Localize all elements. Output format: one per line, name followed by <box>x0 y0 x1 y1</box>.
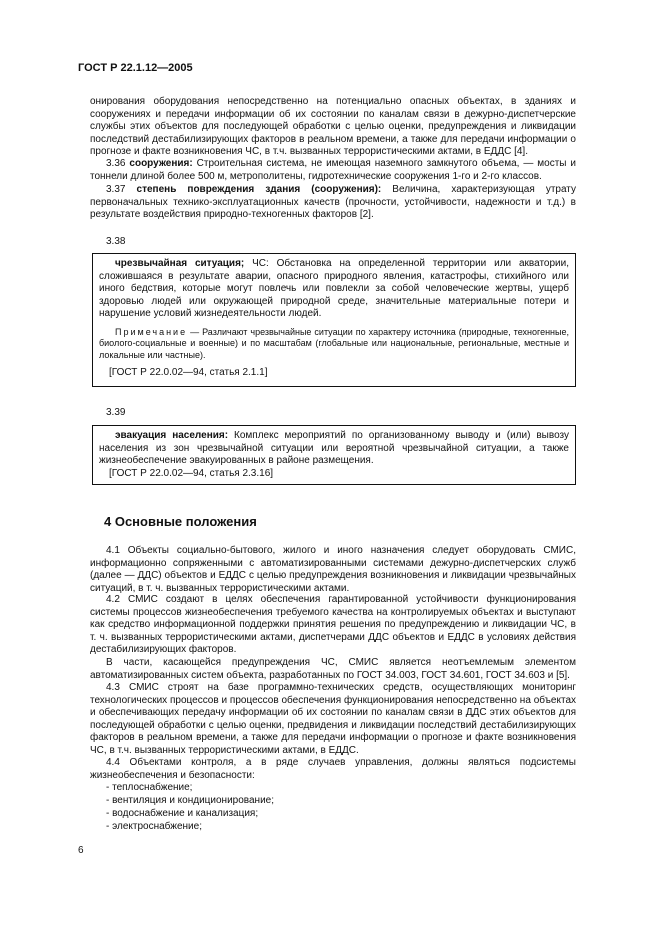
def-number: 3.36 <box>106 158 126 169</box>
paragraph-4-4: 4.4 Объектами контроля, а в ряде случаев управления, должны являться подсистемы жизнеобеспечения и безопасности: <box>90 757 576 781</box>
def-number: 3.37 <box>106 184 126 195</box>
def-text: Строительная система, не имеющая наземного замкнутого объема, — мосты и тоннели длиной более 500 м, метрополитены, гидротехнические сооружения 1-го и 2-го классов. <box>90 158 577 182</box>
note <box>99 327 569 362</box>
def-term: сооружения: <box>129 158 193 169</box>
definition-3-37 <box>90 184 576 222</box>
list-item: - вентиляция и кондиционирование; <box>106 795 274 806</box>
paragraph-4-2-b: В части, касающейся предупреждения ЧС, СМИС является неотъемлемым элементом автоматизированных систем объекта, разработанных по ГОСТ 34.003, ГОСТ 34.601, ГОСТ 34.603 и [5]. <box>90 657 576 681</box>
def-number-3-38: 3.38 <box>106 236 126 247</box>
note-label: Примечание <box>115 326 188 337</box>
paragraph-4-2: 4.2 СМИС создают в целях обеспечения гарантированной устойчивости функционирования системы процессов жизнеобеспечения требуемого качества на контролируемых объектах и выступают как средство информационной поддержки принятия решения по предупреждению и ликвидации ЧС, в т. ч. вызванных террористическими актами, диспетчерами ДДС объектов и ЕДДС в условиях действия дестабилизирующих факторов. <box>90 594 576 655</box>
section-title: 4 Основные положения <box>104 514 257 529</box>
definition-box-3-38 <box>92 253 576 387</box>
continued-paragraph: онирования оборудования непосредственно на потенциально опасных объектах, в зданиях и сооружениях и передачи информации об их состоянии по каналам связи в дежурно-диспетчерские службы этих объектов для последующей обработки с целью оценки, предупреждения и ликвидации последствий дестабилизирующих факторов в реальном времени, а также для передачи информации о прогнозе и факте возникновения ЧС, в т.ч. вызванных террористическими актами, в ЕДДС [4]. <box>90 96 576 157</box>
def-number-3-39: 3.39 <box>106 407 126 418</box>
def-text: ЧС: Обстановка на определенной территории или акватории, сложившаяся в результате аварии, опасного природного явления, катастрофы, стихийного или иного бедствия, которые могут повлечь или повлекли за собой человеческие жертвы, ущерб здоровью людей или окружающей природной среде, значительные материальные потери и нарушение условий жизнедеятельности людей. <box>99 258 570 319</box>
paragraph-4-3: 4.3 СМИС строят на базе программно-технических средств, осуществляющих мониторинг технологических процессов и процессов обеспечения функционирования непосредственно на объектах и обеспечивающих передачу информации об их состоянии по каналам связи в ДДС этих объектов для последующей обработки с целью оценки, предвидения и ликвидации последствий дестабилизирующих факторов в реальном времени, а также для передачи информации о прогнозе и факте возникновения ЧС, в т.ч. вызванных террористическими актами, в ЕДДС. <box>90 682 576 756</box>
definition-box-3-39 <box>92 425 576 485</box>
def-text: Комплекс мероприятий по организованному выводу и (или) вывозу населения из зон чрезвычайной ситуации или вероятной чрезвычайной ситуации, а также жизнеобеспечение эвакуированных в районе размещения. <box>99 430 569 466</box>
def-source: [ГОСТ Р 22.0.02—94, статья 2.3.16] <box>109 467 274 479</box>
document-header: ГОСТ Р 22.1.12—2005 <box>78 62 193 74</box>
def-text: Величина, характеризующая утрату первоначальных технико-эксплуатационных качеств (прочности, устойчивости, надежности и т.д.) в результате воздействия природно-техногенных факторов [2]. <box>90 184 576 220</box>
list-item: - теплоснабжение; <box>106 782 193 793</box>
def-term: эвакуация населения: <box>115 430 229 441</box>
page-number: 6 <box>78 845 84 856</box>
def-term: степень повреждения здания (сооружения): <box>136 184 382 195</box>
paragraph-4-1: 4.1 Объекты социально-бытового, жилого и иного назначения следует оборудовать СМИС, информационно сопряженными с автоматизированными системами дежурно-диспетчерских служб (далее — ДДС) объектов и ЕДДС с целью предупреждения возникновения и ликвидации чрезвычайных ситуаций, в т. ч. вызванных террористическими актами. <box>90 545 576 594</box>
list-item: - водоснабжение и канализация; <box>106 808 259 819</box>
definition-3-36 <box>90 158 576 183</box>
list-item: - электроснабжение; <box>106 821 202 832</box>
def-term: чрезвычайная ситуация; <box>115 258 245 269</box>
note-text: — Различают чрезвычайные ситуации по характеру источника (природные, техногенные, биолого-социальные и военные) и по масштабам (глобальные или национальные, региональные, местные и локальные или частные). <box>99 326 569 360</box>
def-source: [ГОСТ Р 22.0.02—94, статья 2.1.1] <box>109 367 268 378</box>
